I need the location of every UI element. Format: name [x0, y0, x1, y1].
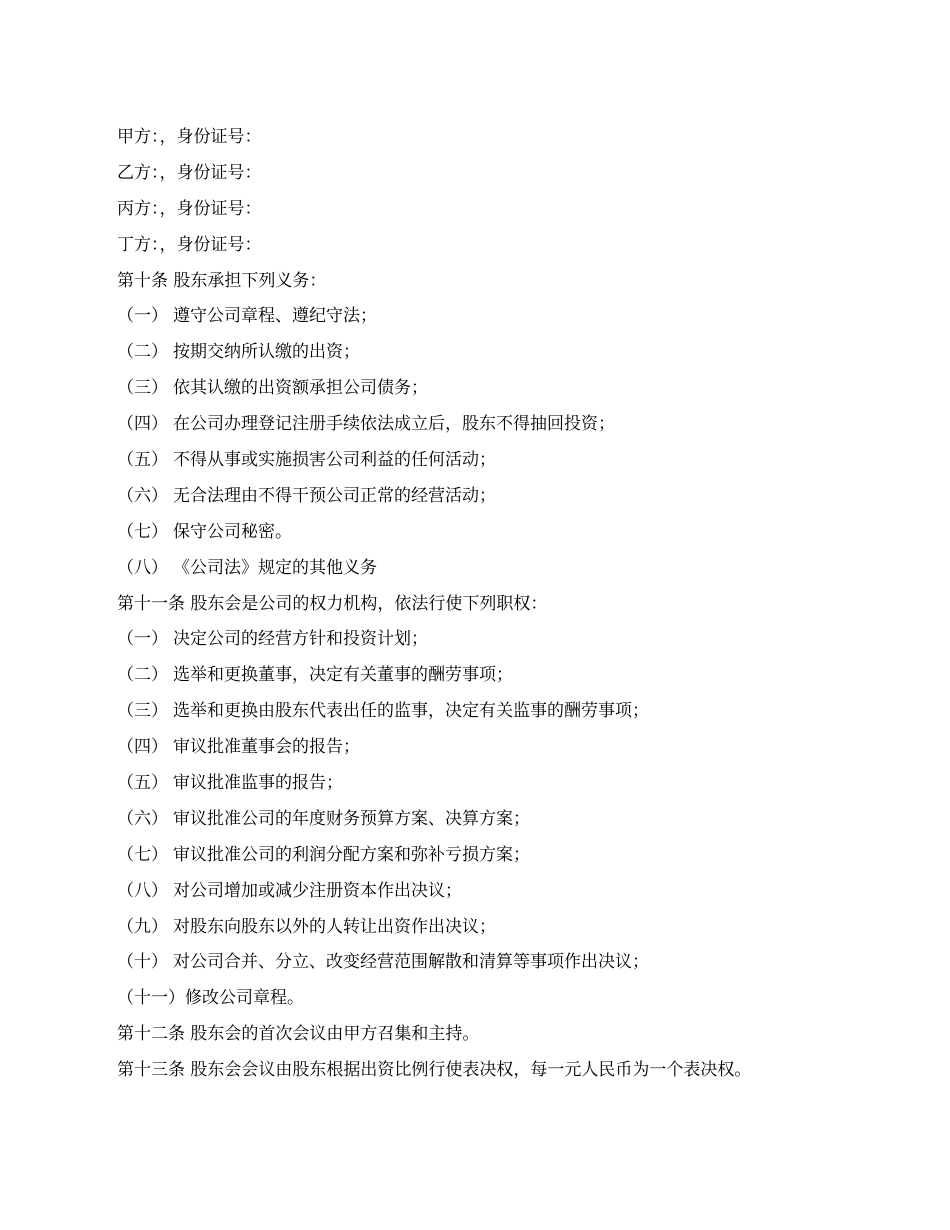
item-marker: （二） [117, 665, 168, 686]
article-11-item [117, 802, 897, 838]
item-text: 对公司合并、分立、改变经营范围解散和清算等事项作出决议； [173, 952, 649, 973]
article-10-item [117, 479, 897, 515]
article-13: 第十三条 股东会会议由股东根据出资比例行使表决权，每一元人民币为一个表决权。 [117, 1060, 752, 1081]
article-11-item [117, 766, 897, 802]
article-11-item [117, 658, 897, 694]
item-text: 无合法理由不得干预公司正常的经营活动； [173, 485, 496, 506]
article-11-item [117, 694, 897, 730]
article-10-item [117, 371, 897, 407]
item-marker: （三） [117, 378, 168, 399]
item-marker: （六） [117, 485, 168, 506]
item-text: 修改公司章程。 [185, 988, 304, 1009]
party-line-c: 丙方：，身份证号： [117, 198, 262, 219]
item-text: 选举和更换由股东代表出任的监事，决定有关监事的酬劳事项； [173, 701, 649, 722]
item-text: 对股东向股东以外的人转让出资作出决议； [173, 916, 496, 937]
article-11-item [117, 730, 897, 766]
article-11-item [117, 838, 897, 874]
item-text: 不得从事或实施损害公司利益的任何活动； [173, 450, 496, 471]
party-line-d: 丁方：，身份证号： [117, 234, 262, 255]
party-line-b: 乙方：，身份证号： [117, 162, 262, 183]
article-11-item [117, 981, 897, 1017]
item-marker: （一） [117, 306, 168, 327]
item-marker: （八） [117, 880, 168, 901]
item-text: 审议批准监事的报告； [173, 773, 343, 794]
item-marker: （四） [117, 414, 168, 435]
article-10-item [117, 407, 897, 443]
item-marker: （五） [117, 450, 168, 471]
article-10-heading: 第十条 股东承担下列义务： [117, 270, 327, 291]
item-marker: （十一） [117, 988, 185, 1009]
article-10-item [117, 299, 897, 335]
document-body [117, 120, 897, 1089]
item-marker: （十） [117, 952, 168, 973]
item-marker: （一） [117, 629, 168, 650]
item-marker: （六） [117, 808, 168, 829]
party-line-a: 甲方：，身份证号： [117, 127, 262, 147]
article-11-item [117, 945, 897, 981]
item-marker: （三） [117, 701, 168, 722]
item-text: 审议批准公司的年度财务预算方案、决算方案； [173, 808, 530, 829]
item-marker: （七） [117, 521, 168, 542]
item-text: 选举和更换董事，决定有关董事的酬劳事项； [173, 665, 513, 686]
item-text: 遵守公司章程、遵纪守法； [173, 306, 377, 327]
item-text: 按期交纳所认缴的出资； [173, 342, 360, 363]
article-12: 第十二条 股东会的首次会议由甲方召集和主持。 [117, 1024, 480, 1045]
item-text: 在公司办理登记注册手续依法成立后，股东不得抽回投资； [173, 414, 615, 435]
item-marker: （二） [117, 342, 168, 363]
article-11-heading: 第十一条 股东会是公司的权力机构，依法行使下列职权： [117, 593, 548, 614]
item-text: 决定公司的经营方针和投资计划； [173, 629, 428, 650]
article-11-item [117, 910, 897, 946]
item-text: 《公司法》规定的其他义务 [173, 557, 377, 578]
item-text: 保守公司秘密。 [173, 521, 292, 542]
item-marker: （九） [117, 916, 168, 937]
item-marker: （八） [117, 557, 168, 578]
item-text: 审议批准董事会的报告； [173, 737, 360, 758]
article-10-item [117, 515, 897, 551]
article-10-item [117, 335, 897, 371]
article-10-item [117, 443, 897, 479]
article-10-item [117, 551, 897, 587]
item-text: 依其认缴的出资额承担公司债务； [173, 378, 428, 399]
article-11-item [117, 874, 897, 910]
item-marker: （四） [117, 737, 168, 758]
item-text: 审议批准公司的利润分配方案和弥补亏损方案； [173, 844, 530, 865]
item-marker: （五） [117, 773, 168, 794]
item-marker: （七） [117, 844, 168, 865]
article-11-item [117, 622, 897, 658]
item-text: 对公司增加或减少注册资本作出决议； [173, 880, 462, 901]
